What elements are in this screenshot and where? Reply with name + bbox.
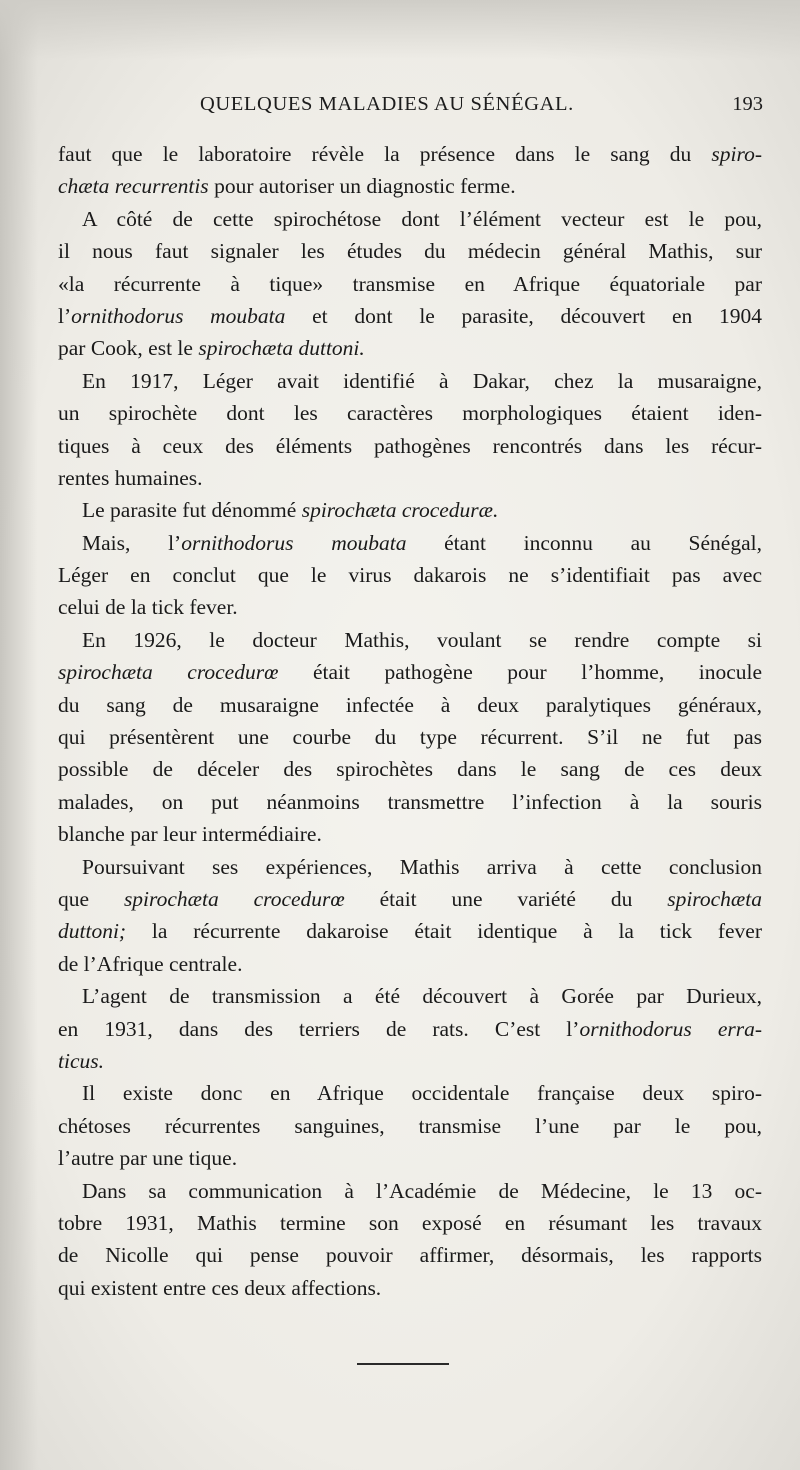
text-segment: était pathogène pour l’homme, inocule bbox=[278, 660, 763, 685]
text-line bbox=[58, 818, 762, 850]
text-line bbox=[58, 656, 762, 688]
italic-text: spirochæta crocedurœ bbox=[58, 660, 279, 685]
italic-text: spirochæta croceduræ. bbox=[301, 498, 499, 523]
text-line bbox=[58, 397, 762, 429]
text-segment: par Cook, est le bbox=[58, 336, 199, 361]
page-number: 193 bbox=[732, 93, 763, 115]
italic-text: spiro- bbox=[711, 142, 762, 166]
text-segment: qui présentèrent une courbe du type récurrent. S’il ne fut pas bbox=[58, 725, 762, 750]
italic-text: spirochæta crocedurœ bbox=[123, 886, 345, 911]
text-segment: chétoses récurrentes sanguines, transmise l’une par le pou, bbox=[58, 1113, 762, 1138]
italic-text: chæta recurrentis bbox=[58, 174, 209, 199]
text-line bbox=[58, 268, 762, 300]
text-line bbox=[58, 786, 762, 818]
text-segment: il nous faut signaler les études du médecin général Mathis, sur bbox=[58, 239, 762, 264]
text-line bbox=[58, 365, 762, 397]
text-line bbox=[58, 1077, 762, 1109]
text-segment: tiques à ceux des éléments pathogènes rencontrés dans les récur- bbox=[58, 433, 762, 458]
text-line bbox=[58, 235, 762, 267]
text-line bbox=[58, 203, 762, 235]
text-line bbox=[58, 915, 762, 947]
text-segment: Léger en conclut que le virus dakarois ne s’identifiait pas avec bbox=[58, 563, 762, 588]
body-text bbox=[58, 138, 762, 1304]
text-segment: L’agent de transmission a été découvert à Gorée par Durieux, bbox=[82, 984, 762, 1009]
italic-text: ornithodorus erra- bbox=[579, 1016, 763, 1041]
text-segment: et dont le parasite, découvert en 1904 bbox=[285, 303, 762, 328]
text-line bbox=[58, 1013, 762, 1045]
text-line bbox=[58, 721, 762, 753]
text-segment: Poursuivant ses expériences, Mathis arriva à cette conclusion bbox=[82, 854, 762, 879]
page-edge-shadow bbox=[0, 0, 38, 1470]
text-line bbox=[58, 1272, 762, 1304]
text-line bbox=[58, 138, 762, 170]
text-line bbox=[58, 980, 762, 1012]
text-segment: du sang de musaraigne infectée à deux paralytiques généraux, bbox=[58, 692, 762, 717]
italic-text: spirochæta duttoni. bbox=[198, 336, 365, 361]
text-segment: Le parasite fut dénommé bbox=[82, 498, 302, 523]
text-segment: la récurrente dakaroise était identique à la tick fever bbox=[126, 919, 762, 944]
text-line bbox=[58, 430, 762, 462]
text-segment: En 1926, le docteur Mathis, voulant se rendre compte si bbox=[82, 627, 762, 652]
text-segment: possible de déceler des spirochètes dans le sang de ces deux bbox=[58, 757, 762, 782]
page-header bbox=[58, 93, 763, 129]
text-segment: «la récurrente à tique» transmise en Afrique équatoriale par bbox=[58, 271, 762, 296]
text-segment: un spirochète dont les caractères morphologiques étaient iden- bbox=[58, 401, 762, 426]
text-line bbox=[58, 462, 762, 494]
text-line bbox=[58, 527, 762, 559]
text-line bbox=[58, 1142, 762, 1174]
text-line bbox=[58, 170, 762, 202]
text-line bbox=[58, 851, 762, 883]
text-line bbox=[58, 883, 762, 915]
italic-text: ticus. bbox=[58, 1048, 104, 1073]
text-line bbox=[58, 753, 762, 785]
text-line bbox=[58, 1110, 762, 1142]
italic-text: duttoni; bbox=[58, 919, 127, 944]
text-segment: que bbox=[58, 886, 124, 911]
text-segment: blanche par leur intermédiaire. bbox=[58, 822, 322, 847]
text-segment: l’autre par une tique. bbox=[58, 1146, 238, 1171]
text-segment: de Nicolle qui pense pouvoir affirmer, désormais, les rapports bbox=[58, 1243, 762, 1268]
text-segment: Il existe donc en Afrique occidentale française deux spiro- bbox=[82, 1081, 762, 1106]
text-line bbox=[58, 1045, 762, 1077]
text-segment: En 1917, Léger avait identifié à Dakar, chez la musaraigne, bbox=[82, 368, 762, 393]
text-segment: pour autoriser un diagnostic ferme. bbox=[208, 174, 516, 199]
text-line bbox=[58, 689, 762, 721]
page-top-shadow bbox=[0, 0, 800, 60]
text-segment: de l’Afrique centrale. bbox=[58, 951, 243, 976]
text-segment: qui existent entre ces deux affections. bbox=[58, 1275, 382, 1300]
text-segment: tobre 1931, Mathis termine son exposé en résumant les travaux bbox=[58, 1210, 762, 1235]
text-line bbox=[58, 1175, 762, 1207]
text-line bbox=[58, 300, 762, 332]
text-line bbox=[58, 1207, 762, 1239]
italic-text: ornithodorus moubata bbox=[181, 530, 407, 555]
running-head: QUELQUES MALADIES AU SÉNÉGAL. bbox=[200, 93, 574, 115]
text-segment: Mais, l’ bbox=[82, 530, 182, 555]
text-line bbox=[58, 559, 762, 591]
text-segment: malades, on put néanmoins transmettre l’infection à la souris bbox=[58, 789, 762, 814]
text-line bbox=[58, 332, 762, 364]
text-line bbox=[58, 1239, 762, 1271]
text-line bbox=[58, 494, 762, 526]
section-end-rule bbox=[357, 1363, 449, 1365]
text-segment: faut que le laboratoire révèle la présence dans le sang du bbox=[58, 142, 712, 166]
text-segment: rentes humaines. bbox=[58, 465, 203, 490]
italic-text: ornithodorus moubata bbox=[71, 303, 286, 328]
text-segment: étant inconnu au Sénégal, bbox=[406, 530, 762, 555]
text-segment: était une variété du bbox=[344, 886, 668, 911]
text-segment: l’ bbox=[58, 303, 72, 328]
text-segment: en 1931, dans des terriers de rats. C’est l’ bbox=[58, 1016, 580, 1041]
text-line bbox=[58, 591, 762, 623]
italic-text: spirochæta bbox=[667, 886, 762, 911]
text-line bbox=[58, 624, 762, 656]
text-segment: A côté de cette spirochétose dont l’élément vecteur est le pou, bbox=[82, 206, 762, 231]
text-line bbox=[58, 948, 762, 980]
text-segment: Dans sa communication à l’Académie de Médecine, le 13 oc- bbox=[82, 1178, 762, 1203]
text-segment: celui de la tick fever. bbox=[58, 595, 238, 620]
